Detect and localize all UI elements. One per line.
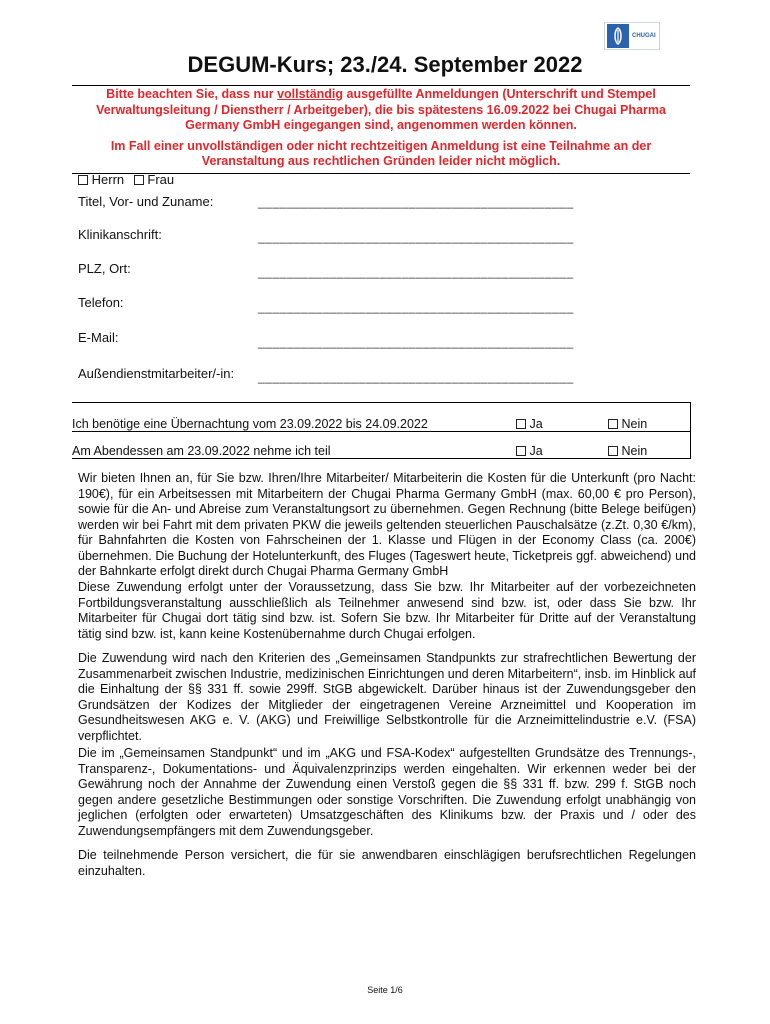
criteria-paragraph: Die Zuwendung wird nach den Kriterien des „Gemeinsamen Standpunkts zur strafrechtlichen Bewertung der Zusammenarbeit zwischen Industrie, medizinischen Einrichtungen und deren Mitarbeitern“, insb. im Hinblick auf die Einhaltung der §§ 331 ff. sowie 299ff. StGB abgewickelt. Darüber hinaus ist der Zuwendungsgeber den Grundsätzen der Kodizes der Mitglieder der eingetragenen Vereine Arzneimittel und Kooperation im Gesundheitswesen AKG e. V. (AKG) und Freiwillige Selbstkontrolle für die Arzneimittelindustrie e.V. (FSA) verpflichtet. [78,651,696,743]
email-label: E-Mail: [78,330,119,345]
page-title: DEGUM-Kurs; 23./24. September 2022 [187,52,583,77]
professional-rules-paragraph: Die teilnehmende Person versichert, die für sie anwendbaren einschlägigen berufsrechtlichen Regelungen einzuhalten. [78,848,696,878]
dinner-yes[interactable]: Ja [516,444,543,458]
checkbox-mrs[interactable] [134,175,144,185]
dinner-yes-checkbox[interactable] [516,446,526,456]
registration-notice [72,85,690,174]
dinner-no-checkbox[interactable] [608,446,618,456]
zip-city-label: PLZ, Ort: [78,261,131,276]
condition-paragraph: Diese Zuwendung erfolgt unter der Voraussetzung, dass Sie bzw. Ihr Mitarbeiter auf der vorbezeichneten Fortbildungsveranstaltung ausschließlich als Teilnehmer anwesend sind bzw. ist, oder dass Sie bzw. Ihr Mitarbeiter für Chugai dort tätig sind bzw. ist. Sofern Sie bzw. Ihr Mitarbeiter für Dritte auf der Veranstaltung tätig sind bzw. ist, kann keine Kostenübernahme durch Chugai erfolgen. [78,580,696,641]
sales-rep-label: Außendienstmitarbeiter/-in: [78,366,235,381]
notice-incomplete-warning: Im Fall einer unvollständigen oder nicht rechtzeitigen Anmeldung ist eine Teilnahme an der Veranstaltung aus rechtlichen Gründen leider nicht möglich. [110,138,652,168]
zip-city-field[interactable]: ____________________________________________ [258,265,574,279]
name-label: Titel, Vor- und Zuname: [78,194,214,209]
dinner-no[interactable]: Nein [608,444,647,458]
checkbox-mr[interactable] [78,175,88,185]
salutation-group [78,172,180,187]
clinic-field[interactable]: ____________________________________________ [258,230,574,244]
chugai-logo-icon [607,24,629,48]
logo-brand-name: CHUGAI [632,33,656,39]
page-number: Seite 1/6 [367,985,403,995]
overnight-row [72,403,690,432]
phone-label: Telefon: [78,295,124,310]
overnight-question: Ich benötige eine Übernachtung vom 23.09.2022 bis 24.09.2022 [72,417,428,431]
participation-options [72,402,691,459]
notice-emphasis: vollständig [277,87,344,101]
overnight-yes[interactable]: Ja [516,417,543,431]
salutation-mrs[interactable]: Frau [134,172,174,187]
overnight-no-checkbox[interactable] [608,419,618,429]
phone-field[interactable]: ____________________________________________ [258,300,574,314]
name-field[interactable]: ____________________________________________ [258,195,574,209]
clinic-label: Klinikanschrift: [78,227,162,242]
dinner-question: Am Abendessen am 23.09.2022 nehme ich teil [72,444,331,458]
principles-paragraph: Die im „Gemeinsamen Standpunkt“ und im „AKG und FSA-Kodex“ aufgestellten Grundsätze des Trennungs-, Transparenz-, Dokumentations- und Äquivalenzprinzips werden eingehalten. Wir erkennen weder bei der Gewährung noch der Annahme der Zuwendung einen Verstoß gegen die §§ 331 ff. bzw. 299 f. StGB noch gegen andere gesetzliche Bestimmungen oder sonstige Vorschriften. Die Zuwendung erfolgt unabhängig von jeglichen (erfolgten oder erwarteten) Umsatzgeschäften des Klinikums bzw. der Praxis und / oder des Zuwendungsempfängers mit dem Zuwendungsgeber. [78,746,696,838]
salutation-mr[interactable]: Herrn [78,172,124,187]
overnight-no[interactable]: Nein [608,417,647,431]
cost-coverage-paragraph: Wir bieten Ihnen an, für Sie bzw. Ihren/Ihre Mitarbeiter/ Mitarbeiterin die Kosten für die Unterkunft (pro Nacht: 190€), für ein Arbeitsessen mit Mitarbeitern der Chugai Pharma Germany GmbH (max. 60,00 € pro Person), sowie für die An- und Abreise zum Veranstaltungsort zu übernehmen. Gegen Rechnung (bitte Belege beifügen) werden wir bei Fahrt mit dem privaten PKW die jeweils geltenden steuerlichen Pauschalsätze (z.Zt. 0,30 €/km), für Bahnfahrten die Kosten von Fahrscheinen der 1. Klasse und Flügen in der Economy Class (ca. 200€) übernehmen. Die Buchung der Hotelunterkunft, des Fluges (Tageswert heute, Ticketpreis ggf. abweichend) und der Bahnkarte erfolgt direkt durch Chugai Pharma Germany GmbH [78,471,696,578]
sales-rep-field[interactable]: ____________________________________________ [258,370,574,384]
notice-deadline: Bitte beachten Sie, dass nur vollständig ausgefüllte Anmeldungen (Unterschrift und Stempel Verwaltungsleitung / Dienstherr / Arbeitgeber), die bis spätestens 16.09.2022 bei Chugai Pharma Germany GmbH eingegangen sind, angenommen werden können. [96,87,666,132]
dinner-row [72,432,690,458]
overnight-yes-checkbox[interactable] [516,419,526,429]
chugai-logo [604,22,660,50]
email-field[interactable]: ____________________________________________ [258,335,574,349]
